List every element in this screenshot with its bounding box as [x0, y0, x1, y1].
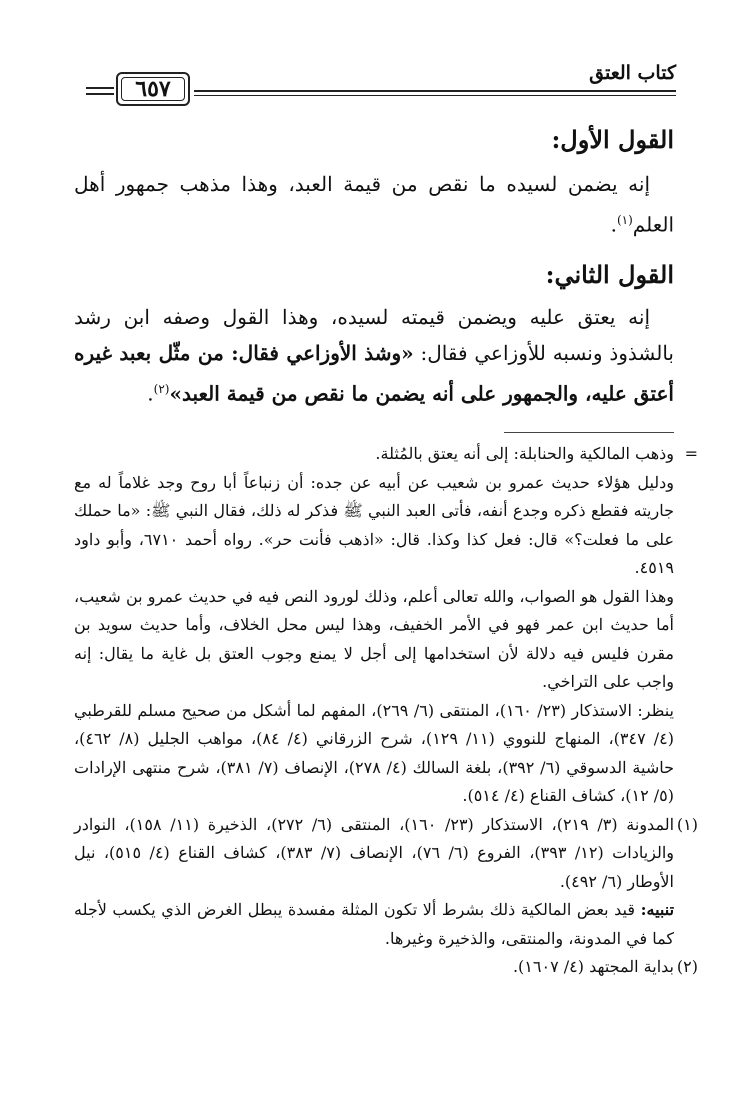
header-rule [86, 93, 114, 95]
footnote-text: ينظر: الاستذكار (٢٣/ ١٦٠)، المنتقى (٦/ ٢٦٩)، المفهم لما أشكل من صحيح مسلم للقرطبي (٤/ ٣٤٧)، المنهاج للنووي (١١/ ١٢٩)، شرح الزرقاني (٤/ ٨٤)، مواهب الجليل (٨/ ٤٦٢)، حاشية الدسوقي (٦/ ٣٩٢)، بلغة السالك (٤/ ٢٧٨)، الإنصاف (٧/ ٣٨١)، شرح منتهى الإرادات (٥/ ١٢)، كشاف القناع (٤/ ٥١٤). [74, 700, 675, 805]
heading-first-opinion: القول الأول: [551, 125, 674, 154]
footnote-2 [74, 953, 698, 982]
footnote-1 [74, 811, 698, 897]
page-header [86, 60, 676, 120]
paragraph-second-opinion [74, 299, 674, 412]
note-label: تنبيه: [640, 900, 675, 919]
header-rule [86, 87, 114, 89]
paragraph-text: إنه يضمن لسيده ما نقص من قيمة العبد، وهذا مذهب جمهور أهل العلم [74, 172, 674, 237]
header-rule [194, 90, 676, 92]
footnote-text: وهذا القول هو الصواب، والله تعالى أعلم، وذلك لورود النص فيه في حديث عمرو بن شعيب، أما حديث ابن عمر فهو في الأمر الخفيف، وهذا ليس محل الخلاف، وأما حديث سويد بن مقرن فليس فيه دلالة لأن استخدامها إلى أجل لا يمنع وجوب العتق بل غاية ما يقال: إنه واجب على التراخي. [74, 586, 674, 691]
quoted-text: «وشذ الأوزاعي فقال: من مثّل بعبد غيره أعتق عليه، والجمهور على أنه يضمن ما نقص من قيمة العبد» [74, 340, 674, 406]
continuation-marker: = [684, 444, 698, 463]
book-title: كتاب العتق [589, 62, 676, 84]
footnote-ref[interactable]: (١) [616, 213, 633, 227]
main-text [74, 122, 674, 411]
footnote-text: ودليل هؤلاء حديث عمرو بن شعيب عن أبيه عن جده: أن زنباعاً أبا روح وجد غلاماً له مع جاريته فقطع ذكره وجدع أنفه، فأتى العبد النبي ﷺ فذكر له ذلك، فقال النبي ﷺ: «ما حملك على ما فعلت؟» قال: فعل كذا وكذا. قال: «اذهب فأنت حر». رواه أحمد ٦٧١٠، وأبو داود ٤٥١٩. [74, 472, 675, 577]
footnote-marker: (٢) [676, 957, 698, 976]
footnote-ref[interactable]: (٢) [153, 381, 170, 396]
footnote-separator [504, 432, 674, 433]
footnote-text: قيد بعض المالكية ذلك بشرط ألا تكون المثلة مفسدة يبطل الغرض الذي يكسب لأجله كما في المدونة، والمنتقى، والذخيرة وغيرها. [74, 900, 674, 948]
footnote-text: بداية المجتهد (٤/ ١٦٠٧). [512, 957, 674, 976]
footnote-marker: (١) [676, 814, 698, 834]
paragraph-end: . [610, 212, 617, 237]
header-rule [194, 95, 676, 96]
paragraph-end: . [147, 381, 154, 406]
footnote-1-note [74, 896, 674, 953]
heading-second-opinion: القول الثاني: [545, 259, 674, 289]
footnote-continued [74, 440, 698, 469]
footnote-text: وذهب المالكية والحنابلة: إلى أنه يعتق بالمُثلة. [375, 444, 674, 463]
paragraph-first-opinion [74, 166, 674, 243]
paragraph-text: إنه يعتق عليه ويضمن قيمته لسيده، وهذا القول وصفه ابن رشد بالشذوذ ونسبه للأوزاعي فقال: [74, 304, 675, 365]
footnote-text: المدونة (٣/ ٢١٩)، الاستذكار (٢٣/ ١٦٠)، المنتقى (٦/ ٢٧٢)، الذخيرة (١١/ ١٥٨)، النوادر والزيادات (١٢/ ٣٩٣)، الفروع (٦/ ٧٦)، الإنصاف (٧/ ٣٨٣)، كشاف القناع (٤/ ٥١٥)، نيل الأوطار (٦/ ٤٩٢). [74, 814, 675, 891]
page-number-frame [116, 72, 190, 106]
footnotes [74, 440, 698, 982]
page-number: ٦٥٧ [135, 76, 171, 102]
